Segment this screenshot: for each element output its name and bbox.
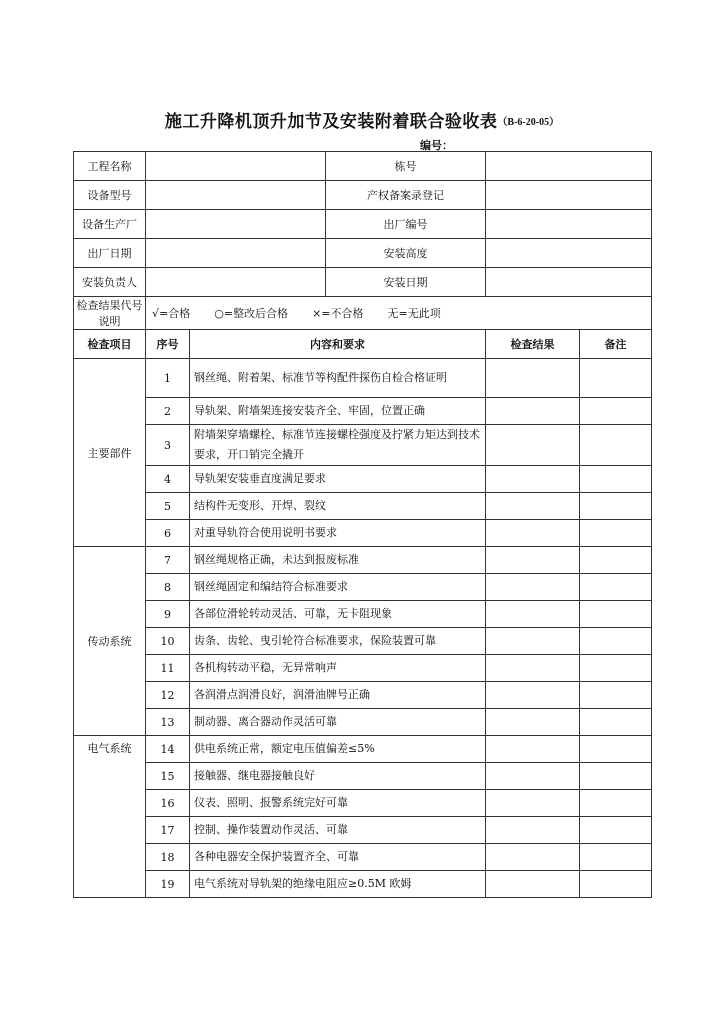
row-content-text: 仪表、照明、报警系统完好可靠 [194, 796, 348, 809]
info-row [74, 152, 652, 181]
header-no: 序号 [146, 330, 190, 359]
result-cell[interactable] [486, 763, 580, 790]
remark-cell[interactable] [580, 520, 652, 547]
serial-number-label: 编号： [420, 139, 453, 152]
form-title [0, 107, 724, 132]
row-content [190, 493, 486, 520]
row-content [190, 736, 486, 763]
table-row [74, 466, 652, 493]
row-content-text: 齿条、齿轮、曳引轮符合标准要求，保险装置可靠 [194, 634, 436, 647]
result-cell[interactable] [486, 493, 580, 520]
row-content-text: 接触器、继电器接触良好 [194, 769, 315, 782]
result-cell[interactable] [486, 817, 580, 844]
table-row [74, 736, 652, 763]
form-title-text: 施工升降机顶升加节及安装附着联合验收表 [164, 112, 498, 132]
row-content [190, 871, 486, 898]
info-value-field[interactable] [146, 239, 326, 268]
remark-cell[interactable] [580, 601, 652, 628]
row-number: 15 [146, 763, 190, 790]
row-content-text: 附墙架穿墙螺栓、标准节连接螺栓强度及拧紧力矩达到技术要求，开口销完全撬开 [194, 428, 480, 461]
table-row [74, 844, 652, 871]
table-row [74, 547, 652, 574]
result-cell[interactable] [486, 736, 580, 763]
info-value-field[interactable] [146, 181, 326, 210]
remark-cell[interactable] [580, 844, 652, 871]
row-content-text: 各种电器安全保护装置齐全、可靠 [194, 850, 359, 863]
group-name: 电气系统 [74, 736, 146, 898]
info-label: 设备型号 [74, 181, 146, 210]
remark-cell[interactable] [580, 574, 652, 601]
row-number: 11 [146, 655, 190, 682]
info-value-field[interactable] [486, 239, 652, 268]
row-content-text: 电气系统对导轨架的绝缘电阻应≥0.5M 欧姆 [194, 877, 412, 890]
header-remark: 备注 [580, 330, 652, 359]
row-content [190, 601, 486, 628]
result-cell[interactable] [486, 574, 580, 601]
info-label: 安装日期 [326, 268, 486, 297]
result-cell[interactable] [486, 425, 580, 466]
table-row [74, 359, 652, 398]
row-content-text: 钢丝绳固定和编结符合标准要求 [194, 580, 348, 593]
info-value-field[interactable] [486, 181, 652, 210]
row-content-text: 结构件无变形、开焊、裂纹 [194, 499, 326, 512]
info-value-field[interactable] [146, 210, 326, 239]
row-content-text: 供电系统正常，额定电压值偏差≤5% [194, 742, 375, 755]
info-row [74, 268, 652, 297]
row-content-text: 制动器、离合器动作灵活可靠 [194, 715, 337, 728]
remark-cell[interactable] [580, 628, 652, 655]
legend-item: ×=不合格 [312, 307, 364, 320]
row-content [190, 709, 486, 736]
row-content-text: 各部位滑轮转动灵活、可靠，无卡阻现象 [194, 607, 392, 620]
group-name: 传动系统 [74, 547, 146, 736]
result-cell[interactable] [486, 709, 580, 736]
remark-cell[interactable] [580, 655, 652, 682]
result-cell[interactable] [486, 790, 580, 817]
table-row [74, 425, 652, 466]
row-number: 6 [146, 520, 190, 547]
remark-cell[interactable] [580, 425, 652, 466]
table-row [74, 398, 652, 425]
row-content-text: 控制、操作装置动作灵活、可靠 [194, 823, 348, 836]
info-label: 出厂日期 [74, 239, 146, 268]
header-item: 检查项目 [74, 330, 146, 359]
row-number: 19 [146, 871, 190, 898]
row-content [190, 398, 486, 425]
table-row [74, 574, 652, 601]
header-content: 内容和要求 [190, 330, 486, 359]
info-row [74, 181, 652, 210]
row-number: 13 [146, 709, 190, 736]
legend-items [146, 297, 652, 330]
group-name: 主要部件 [74, 359, 146, 547]
row-number: 18 [146, 844, 190, 871]
remark-cell[interactable] [580, 790, 652, 817]
result-cell[interactable] [486, 398, 580, 425]
info-value-field[interactable] [486, 210, 652, 239]
row-number: 1 [146, 359, 190, 398]
legend-item: ○=整改后合格 [214, 307, 289, 320]
legend-item: 无=无此项 [387, 307, 441, 320]
row-content-text: 导轨架安装垂直度满足要求 [194, 472, 326, 485]
result-cell[interactable] [486, 547, 580, 574]
row-content-text: 各润滑点润滑良好，润滑油牌号正确 [194, 688, 370, 701]
result-cell[interactable] [486, 601, 580, 628]
table-row [74, 655, 652, 682]
result-cell[interactable] [486, 655, 580, 682]
remark-cell[interactable] [580, 817, 652, 844]
remark-cell[interactable] [580, 763, 652, 790]
table-row [74, 817, 652, 844]
info-row [74, 239, 652, 268]
row-content-text: 钢丝绳规格正确，未达到报废标准 [194, 553, 359, 566]
remark-cell[interactable] [580, 709, 652, 736]
info-label: 安装负责人 [74, 268, 146, 297]
row-number: 14 [146, 736, 190, 763]
info-label: 栋号 [326, 152, 486, 181]
info-label: 产权备案录登记 [326, 181, 486, 210]
info-label: 设备生产厂 [74, 210, 146, 239]
row-content [190, 466, 486, 493]
info-row [74, 210, 652, 239]
legend-item: √=合格 [152, 307, 191, 320]
row-content [190, 359, 486, 398]
row-number: 4 [146, 466, 190, 493]
result-cell[interactable] [486, 520, 580, 547]
row-content [190, 790, 486, 817]
row-content-text: 各机构转动平稳，无异常响声 [194, 661, 337, 674]
table-row [74, 709, 652, 736]
remark-cell[interactable] [580, 736, 652, 763]
row-content [190, 844, 486, 871]
table-row [74, 790, 652, 817]
row-number: 16 [146, 790, 190, 817]
info-label: 出厂编号 [326, 210, 486, 239]
row-number: 9 [146, 601, 190, 628]
table-row [74, 520, 652, 547]
row-number: 5 [146, 493, 190, 520]
row-content [190, 547, 486, 574]
remark-cell[interactable] [580, 682, 652, 709]
row-number: 17 [146, 817, 190, 844]
legend-label: 检查结果代号说明 [74, 297, 146, 330]
info-label: 工程名称 [74, 152, 146, 181]
result-cell[interactable] [486, 628, 580, 655]
table-row [74, 871, 652, 898]
remark-cell[interactable] [580, 359, 652, 398]
result-cell[interactable] [486, 844, 580, 871]
acceptance-table [73, 151, 652, 898]
table-row [74, 682, 652, 709]
remark-cell[interactable] [580, 547, 652, 574]
row-number: 8 [146, 574, 190, 601]
row-content [190, 655, 486, 682]
info-value-field[interactable] [486, 152, 652, 181]
table-row [74, 628, 652, 655]
row-number: 2 [146, 398, 190, 425]
row-number: 10 [146, 628, 190, 655]
row-number: 7 [146, 547, 190, 574]
table-row [74, 763, 652, 790]
result-cell[interactable] [486, 682, 580, 709]
info-value-field[interactable] [486, 268, 652, 297]
remark-cell[interactable] [580, 871, 652, 898]
result-cell[interactable] [486, 871, 580, 898]
row-content-text: 导轨架、附墙架连接安装齐全、牢固，位置正确 [194, 404, 425, 417]
info-label: 安装高度 [326, 239, 486, 268]
info-value-field[interactable] [146, 152, 326, 181]
row-content [190, 817, 486, 844]
row-content [190, 425, 486, 466]
row-content-text: 对重导轨符合使用说明书要求 [194, 526, 337, 539]
table-header-row [74, 330, 652, 359]
table-row [74, 601, 652, 628]
row-number: 3 [146, 425, 190, 466]
legend-row [74, 297, 652, 330]
row-content [190, 628, 486, 655]
form-code: （B-6-20-05） [497, 117, 560, 128]
result-cell[interactable] [486, 359, 580, 398]
remark-cell[interactable] [580, 493, 652, 520]
remark-cell[interactable] [580, 398, 652, 425]
result-cell[interactable] [486, 466, 580, 493]
row-content [190, 520, 486, 547]
row-number: 12 [146, 682, 190, 709]
remark-cell[interactable] [580, 466, 652, 493]
row-content [190, 682, 486, 709]
table-row [74, 493, 652, 520]
header-result: 检查结果 [486, 330, 580, 359]
row-content-text: 钢丝绳、附着架、标准节等构配件探伤自检合格证明 [194, 371, 447, 384]
row-content [190, 763, 486, 790]
row-content [190, 574, 486, 601]
info-value-field[interactable] [146, 268, 326, 297]
